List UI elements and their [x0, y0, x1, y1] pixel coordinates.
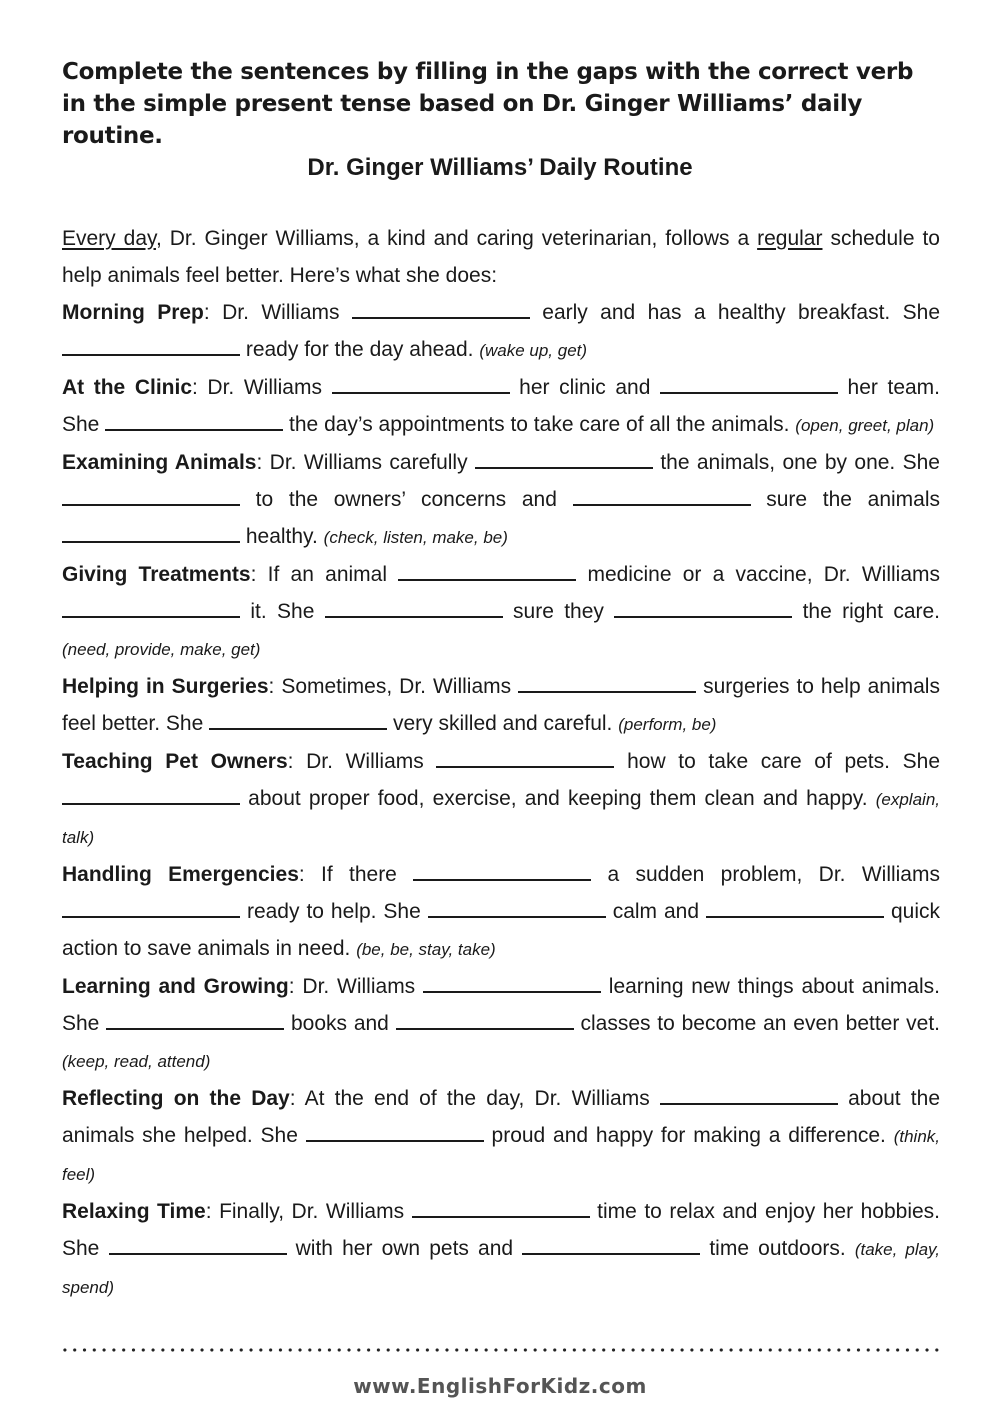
answer-blank[interactable] [325, 597, 503, 618]
verb-hint: (think, feel) [62, 1127, 940, 1184]
answer-blank[interactable] [660, 1084, 838, 1105]
answer-blank[interactable] [306, 1121, 484, 1142]
answer-blank[interactable] [105, 410, 283, 431]
intro-text: schedule to help animals feel better. Here’s what she does: [62, 227, 940, 287]
answer-blank[interactable] [436, 747, 614, 768]
answer-blank[interactable] [62, 897, 240, 918]
sentence-text: classes to become an even better vet. [573, 1012, 940, 1035]
sentence-text: : Finally, Dr. Williams [205, 1200, 412, 1223]
sentence-text: time to relax and enjoy her hobbies. She [62, 1200, 941, 1260]
verb-hint: (wake up, get) [479, 341, 588, 360]
answer-blank[interactable] [660, 373, 838, 394]
answer-blank[interactable] [62, 784, 240, 805]
sentence-text: proud and happy for making a difference. [483, 1124, 894, 1147]
section-heading: Helping in Surgeries [62, 675, 269, 698]
sentence-text: very skilled and careful. [387, 712, 619, 735]
sentence-text: a sudden problem, Dr. Williams [591, 863, 940, 886]
dotted-divider [60, 1348, 942, 1352]
sentence-text: sure the animals [750, 488, 940, 511]
sentence-text: books and [284, 1012, 396, 1035]
sentence-text: healthy. [240, 525, 324, 548]
sentence-text: with her own pets and [286, 1237, 523, 1260]
section-heading: Relaxing Time [62, 1200, 206, 1223]
sentence-text: the day’s appointments to take care of all the animals. [283, 413, 796, 436]
exercise-paragraph [62, 743, 940, 856]
sentence-text: her team. She [62, 376, 941, 436]
intro-text: , Dr. Ginger Williams, a kind and caring veterinarian, follows a [155, 227, 758, 250]
sentence-text: : Dr. Williams [192, 376, 332, 399]
answer-blank[interactable] [62, 485, 240, 506]
worksheet-body [62, 220, 940, 1306]
exercise-paragraph [62, 856, 940, 968]
exercise-paragraph [62, 668, 940, 743]
answer-blank[interactable] [518, 672, 696, 693]
answer-blank[interactable] [106, 1009, 284, 1030]
verb-hint: (keep, read, attend) [62, 1052, 211, 1071]
answer-blank[interactable] [209, 709, 387, 730]
intro-paragraph [62, 220, 940, 294]
answer-blank[interactable] [332, 373, 510, 394]
exercise-paragraph [62, 968, 940, 1080]
answer-blank[interactable] [614, 597, 792, 618]
answer-blank[interactable] [352, 298, 530, 319]
sentence-text: surgeries to help animals feel better. She [62, 675, 940, 735]
verb-hint: (be, be, stay, take) [356, 940, 496, 959]
section-heading: Giving Treatments [62, 563, 251, 586]
sentence-text: : If there [298, 863, 414, 886]
answer-blank[interactable] [396, 1009, 574, 1030]
sentence-text: early and has a healthy breakfast. She [529, 301, 940, 324]
sentence-text: : At the end of the day, Dr. Williams [289, 1087, 660, 1110]
answer-blank[interactable] [475, 448, 653, 469]
verb-hint: (check, listen, make, be) [323, 528, 508, 547]
answer-blank[interactable] [706, 897, 884, 918]
sentence-text: the right care. [792, 600, 940, 623]
answer-blank[interactable] [62, 335, 240, 356]
footer-website: www.EnglishForKidz.com [353, 1374, 647, 1398]
sentence-text: : Dr. Williams [288, 975, 423, 998]
sentence-text: it. She [240, 600, 325, 623]
section-heading: Reflecting on the Day [62, 1087, 290, 1110]
sentence-text: quick action to save animals in need. [62, 900, 940, 960]
exercise-paragraph [62, 294, 940, 369]
sentence-text: to the owners’ concerns and [240, 488, 573, 511]
sentence-text: about proper food, exercise, and keeping them clean and happy. [240, 787, 876, 810]
sentence-text: the animals, one by one. She [652, 451, 940, 474]
exercise-paragraph [62, 369, 940, 444]
sentence-text: : Dr. Williams [287, 750, 437, 773]
verb-hint: (take, play, spend) [62, 1240, 941, 1297]
answer-blank[interactable] [573, 485, 751, 506]
instructions: Complete the sentences by filling in the gaps with the correct verb in the simple present tense based on Dr. Ginger Williams’ daily routine. [62, 59, 914, 149]
section-heading: Morning Prep [62, 301, 204, 324]
verb-hint: (open, greet, plan) [795, 416, 935, 435]
sentence-text: : Sometimes, Dr. Williams [268, 675, 519, 698]
sentence-text: about the animals she helped. She [62, 1087, 941, 1147]
section-heading: Handling Emergencies [62, 863, 299, 886]
answer-blank[interactable] [428, 897, 606, 918]
answer-blank[interactable] [398, 560, 576, 581]
exercise-paragraph [62, 444, 940, 556]
answer-blank[interactable] [413, 860, 591, 881]
sentence-text: sure they [502, 600, 615, 623]
sentence-text: : Dr. Williams carefully [256, 451, 475, 474]
sentence-text: ready for the day ahead. [240, 338, 480, 361]
section-heading: Learning and Growing [62, 975, 289, 998]
sentence-text: time outdoors. [700, 1237, 855, 1260]
verb-hint: (perform, be) [618, 715, 717, 734]
section-heading: Examining Animals [62, 451, 257, 474]
answer-blank[interactable] [522, 1234, 700, 1255]
answer-blank[interactable] [412, 1197, 590, 1218]
sentence-text: how to take care of pets. She [614, 750, 941, 773]
exercise-sections [62, 294, 940, 1306]
sentence-text: medicine or a vaccine, Dr. Williams [576, 563, 940, 586]
sentence-text: : If an animal [250, 563, 399, 586]
verb-hint: (explain, talk) [62, 790, 940, 847]
answer-blank[interactable] [62, 597, 240, 618]
intro-underlined-regular: regular [757, 227, 823, 250]
verb-hint: (need, provide, make, get) [62, 640, 261, 659]
sentence-text: calm and [605, 900, 707, 923]
sentence-text: learning new things about animals. She [62, 975, 940, 1035]
answer-blank[interactable] [423, 972, 601, 993]
section-heading: At the Clinic [62, 376, 192, 399]
section-heading: Teaching Pet Owners [62, 750, 288, 773]
answer-blank[interactable] [62, 522, 240, 543]
sentence-text: : Dr. Williams [203, 301, 352, 324]
answer-blank[interactable] [109, 1234, 287, 1255]
sentence-text: ready to help. She [240, 900, 428, 923]
intro-underlined-every-day: Every day [62, 227, 156, 250]
exercise-paragraph [62, 1193, 940, 1306]
sentence-text: her clinic and [509, 376, 660, 399]
worksheet-title: Dr. Ginger Williams’ Daily Routine [307, 154, 693, 181]
exercise-paragraph [62, 556, 940, 668]
exercise-paragraph [62, 1080, 940, 1193]
